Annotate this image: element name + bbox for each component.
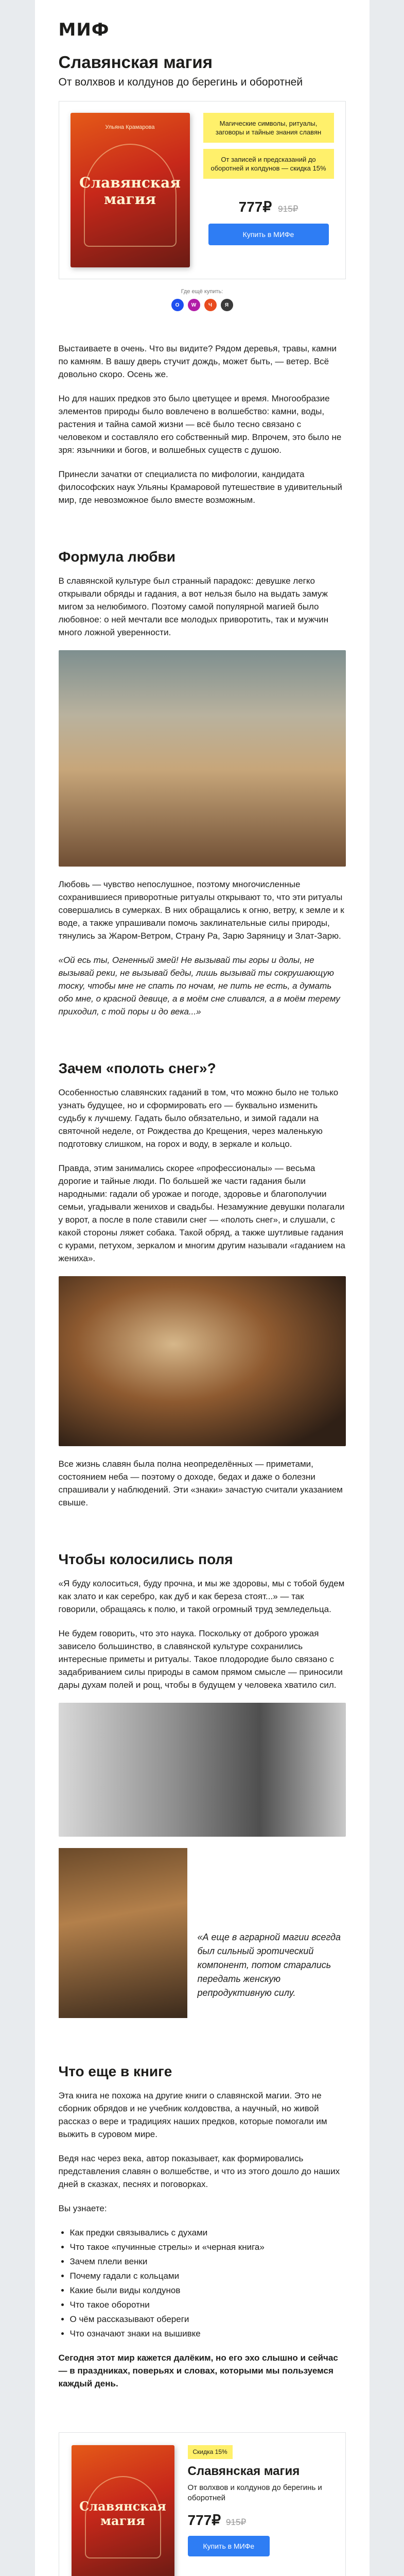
why-paragraph: Все жизнь славян была полна неопределённых — приметами, состоянием неба — поэтому о доходе, бедах и даже о болезни спрашивали у наблюдений. Эти «знаки» зачастую считали указанием свыше. xyxy=(58,1459,343,1507)
old-price: 915₽ xyxy=(278,204,298,214)
old-price: 915₽ xyxy=(226,2517,247,2527)
harvest-paragraph: Не будем говорить, что это наука. Поскольку от доброго урожая зависело большинство, в славянской культуре сохранились интересные приметы и ритуалы. Такое плодородие было связано с задабриванием силы природы в самом прямом смысле — приносили дары духам полей и рощ, чтобы в будущем у человека хватило сил. xyxy=(58,1629,343,1690)
more-final: Сегодня этот мир кажется далёким, но его эхо слышно и сейчас — в праздниках, поверьях и словах, которыми мы пользуемся каждый день. xyxy=(58,2353,338,2388)
yandex-icon[interactable]: Я xyxy=(221,299,233,311)
list-item: • Что означают знаки на вышивке xyxy=(70,2327,346,2340)
painting-image xyxy=(59,1848,187,2018)
promo-discount: От записей и предсказаний до оборотней и колдунов — скидка 15% xyxy=(203,149,334,179)
book-author: Ульяна Крамарова xyxy=(105,124,155,130)
intro-text xyxy=(35,342,370,506)
quote-text: «А еще в аграрной магии всегда был сильный эротический компонент, потом старались передать женскую репродуктивную силу. xyxy=(197,1932,341,1998)
discount-badge: Скидка 15% xyxy=(188,2445,233,2459)
book-cover-title: Славянская магия xyxy=(79,2499,166,2528)
page-title: Славянская магия xyxy=(58,53,213,72)
list-item: • Что такое оборотни xyxy=(70,2298,346,2311)
love-paragraph: Любовь — чувство непослушное, поэтому многочисленные сохранившиеся приворотные ритуалы открывают то, что эти ритуалы совершались в сумерках. В них обращались к огню, ветру, к земле и к воде, а также упрашивали помочь заклинательные силы природы, тянулись за Жаром-Ветром, Страну Ра, Зарю Заряницу и Злат-Зарю. xyxy=(58,879,344,941)
intro-paragraph: Принесли зачатки от специалиста по мифологии, кандидата философских наук Ульяны Крамаровой путешествие в удивительный мир, где невозможное было вместе возможным. xyxy=(58,469,342,505)
book-cover[interactable] xyxy=(71,113,190,267)
list-item: • Как предки связывались с духами xyxy=(70,2226,346,2239)
painting-image xyxy=(59,650,346,867)
love-paragraph: В славянской культуре был странный парадокс: девушке легко открывали обряды и гадания, а вот нельзя было на выдать замуж мигом за нелюбимого. Поэтому самой популярной магией было любовное: о ней мечтали все молодых приворотить, так и мужчин много ложной уверенности. xyxy=(58,576,329,637)
quote-box xyxy=(59,1848,346,2018)
cta-subtitle: От волхвов и колдунов до берегинь и оборотней xyxy=(187,2483,322,2502)
buy-button[interactable]: Купить в МИФе xyxy=(208,224,329,245)
price: 777₽ xyxy=(238,199,272,215)
cta-card xyxy=(59,2432,346,2576)
cta-title: Славянская магия xyxy=(187,2464,300,2478)
wildberries-icon[interactable]: W xyxy=(188,299,200,311)
why-paragraph: Правда, этим занимались скорее «профессионалы» — весьма дорогие и тайные люди. По большей же части гадания были народными: гадали об урожае и погоде, здоровье и благополучии семьи, угадывали женихов и свадьбы. Незамужние девушки полагали у ворот, а после в поле ставили снег — «полоть снег», и слушали, с какой стороны ляжет собака. Такой обряд, а также шутливые гадания с курами, петухом, зеркалом и многим другим называли «гаданием на жениха». xyxy=(58,1163,345,1263)
list-item: • Зачем плели венки xyxy=(70,2255,346,2268)
section-title-love: Формула любви xyxy=(58,549,175,565)
brand-logo[interactable]: МИФ xyxy=(58,20,110,40)
feature-list xyxy=(59,2226,346,2340)
section-title-more: Что еще в книге xyxy=(58,2063,172,2079)
promo-card xyxy=(59,101,346,279)
harvest-paragraph: «Я буду колоситься, буду прочна, и мы же здоровы, мы с тобой будем как злато и как серебро, как дуб и как береза стоят...» — так говорили, обращаясь к полю, и такой огромный труд земледельца. xyxy=(58,1579,345,1614)
intro-paragraph: Выстаиваете в очень. Что вы видите? Рядом деревья, травы, камни по камням. В вашу дверь стучит дождь, может быть, — ветер. Всё довольно скоро. Осень же. xyxy=(58,344,337,379)
store-icons xyxy=(59,299,346,311)
more-paragraph: Эта книга не похожа на другие книги о славянской магии. Это не сборник обрядов и не учебник колдовства, а научный, но живой рассказ о вере и традициях наших предков, которые помогали им выжить в суровом мире. xyxy=(58,2091,327,2139)
painting-image xyxy=(59,1703,346,1837)
price: 777₽ xyxy=(187,2512,221,2528)
list-item: • Что такое «пучинные стрелы» и «черная книга» xyxy=(70,2241,346,2253)
book-cover-title: Славянская магия xyxy=(79,174,181,208)
ozon-icon[interactable]: O xyxy=(171,299,184,311)
chitai-gorod-icon[interactable]: Ч xyxy=(204,299,217,311)
intro-paragraph: Но для наших предков это было цветущее и время. Многообразие элементов природы было вовлечено в волшебство: камни, воды, растения и тайна самой жизни — всё было тесно связано с человеком и составляло его собственный мир. Впрочем, это было не зря: язычники и богов, и волшебных существ с душою. xyxy=(58,394,342,455)
book-cover[interactable] xyxy=(72,2445,174,2576)
more-paragraph: Ведя нас через века, автор показывает, как формировались представления славян о волшебстве, и что из этого дошло до наших дней в сказках, песнях и поговорках. xyxy=(58,2154,340,2189)
buy-button[interactable]: Купить в МИФе xyxy=(188,2536,270,2556)
list-title: Вы узнаете: xyxy=(58,2204,107,2213)
list-item: • О чём рассказывают обереги xyxy=(70,2313,346,2326)
list-item: • Какие были виды колдунов xyxy=(70,2284,346,2297)
love-quote: «Ой есь ты, Огненный змей! Не вызывай ты горы и долы, не вызывай реки, не вызывай беды, лишь вызывай ты сокрушающую тоску, чтобы мне не спать по ночам, не пить не есть, а думать обо мне, о красной девице, а в моём сне сливался, а в моём терему приходил, с той поры и до века...» xyxy=(58,955,340,1016)
promo-text: Магические символы, ритуалы, заговоры и тайные знания славян xyxy=(203,113,334,143)
list-item: • Почему гадали с кольцами xyxy=(70,2269,346,2282)
painting-image xyxy=(59,1276,346,1446)
section-title-harvest: Чтобы колосились поля xyxy=(58,1551,233,1567)
why-paragraph: Особенностью славянских гаданий в том, что можно было не только узнать будущее, но и сформировать его — буквально изменить судьбу к лучшему. Гадать было обязательно, и зимой гадали на святочной неделе, от Рождества до Крещения, через маленькую подготовку слишком, на горох и воду, в зеркале и кольцо. xyxy=(58,1088,339,1149)
page-subtitle: От волхвов и колдунов до берегинь и оборотней xyxy=(58,76,303,88)
where-to-buy-label: Где ещё купить: xyxy=(181,289,223,295)
section-title-why: Зачем «полоть снег»? xyxy=(58,1060,216,1076)
